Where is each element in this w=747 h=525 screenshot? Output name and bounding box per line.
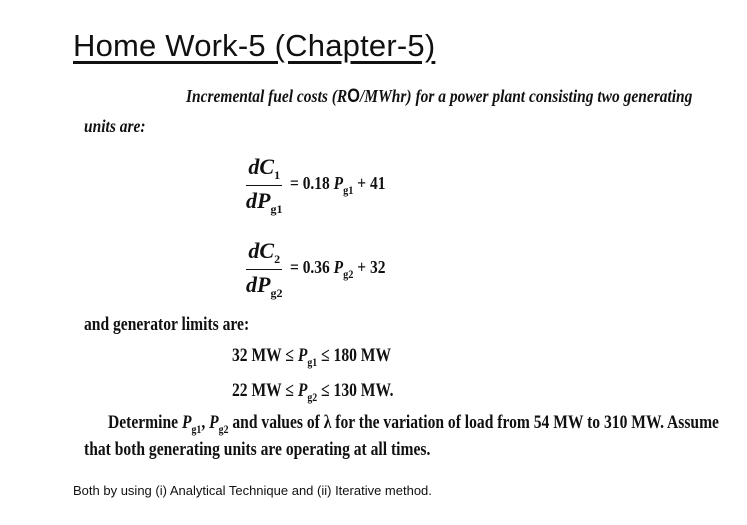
eq1-rhs	[290, 173, 385, 198]
eq1-num-var: dC	[248, 154, 275, 179]
limit-1	[232, 345, 391, 370]
eq2-rhs	[290, 257, 385, 282]
limit1-sub: g1	[307, 355, 318, 369]
intro-text-b: /MWhr) for a power plant consisting two generating	[359, 86, 693, 106]
eq2-den-var: dP	[246, 272, 271, 297]
eq2-rhs-b: + 32	[353, 257, 386, 277]
eq1-numerator	[246, 154, 282, 186]
eq2-den-sub: g2	[270, 286, 283, 300]
equation-2	[244, 238, 401, 301]
eq1-rhs-var: P	[334, 173, 344, 193]
eq2-fraction	[244, 238, 284, 301]
eq2-num-var: dC	[248, 238, 275, 263]
eq2-numerator	[246, 238, 282, 270]
determine-s2: g2	[218, 422, 229, 436]
eq1-den-var: dP	[246, 188, 271, 213]
determine-line-2: that both generating units are operating at all times.	[84, 439, 431, 460]
intro-text-a: Incremental fuel costs (R	[186, 86, 348, 106]
eq2-rhs-var: P	[334, 257, 344, 277]
limit2-var: P	[297, 380, 308, 401]
determine-b: and values of λ for the variation of load from 54 MW to 310 MW. Assume	[228, 412, 719, 433]
page-title: Home Work-5 (Chapter-5)	[73, 28, 436, 63]
eq1-num-sub: 1	[274, 168, 281, 182]
problem-intro-line-2: units are:	[84, 116, 146, 136]
eq2-num-sub: 2	[274, 252, 281, 266]
limit-2	[232, 380, 394, 405]
determine-comma: ,	[201, 412, 210, 433]
eq1-den-sub: g1	[270, 202, 283, 216]
limit2-a: 22 MW ≤	[232, 380, 298, 401]
eq1-fraction	[244, 154, 284, 217]
determine-v1: P	[181, 412, 192, 433]
limit1-var: P	[297, 345, 308, 366]
limit2-b: ≤ 130 MW.	[317, 380, 394, 401]
limit2-sub: g2	[307, 390, 318, 404]
eq1-rhs-a: = 0.18	[290, 173, 335, 193]
problem-intro-line-1	[186, 86, 692, 108]
eq2-denominator	[244, 270, 284, 301]
limit1-a: 32 MW ≤	[232, 345, 298, 366]
limit1-b: ≤ 180 MW	[317, 345, 392, 366]
eq1-rhs-b: + 41	[353, 173, 386, 193]
footer-note: Both by using (i) Analytical Technique and (ii) Iterative method.	[73, 483, 432, 498]
eq1-rhs-sub: g1	[343, 183, 354, 197]
equation-1	[244, 154, 401, 217]
determine-line-1	[108, 412, 719, 437]
determine-a: Determine	[108, 412, 182, 433]
eq1-denominator	[244, 186, 284, 217]
determine-s1: g1	[191, 422, 202, 436]
eq2-rhs-sub: g2	[343, 267, 354, 281]
limits-label: and generator limits are:	[84, 314, 250, 335]
intro-handwritten-correction: O	[347, 86, 360, 107]
determine-v2: P	[209, 412, 219, 433]
eq2-rhs-a: = 0.36	[290, 257, 335, 277]
